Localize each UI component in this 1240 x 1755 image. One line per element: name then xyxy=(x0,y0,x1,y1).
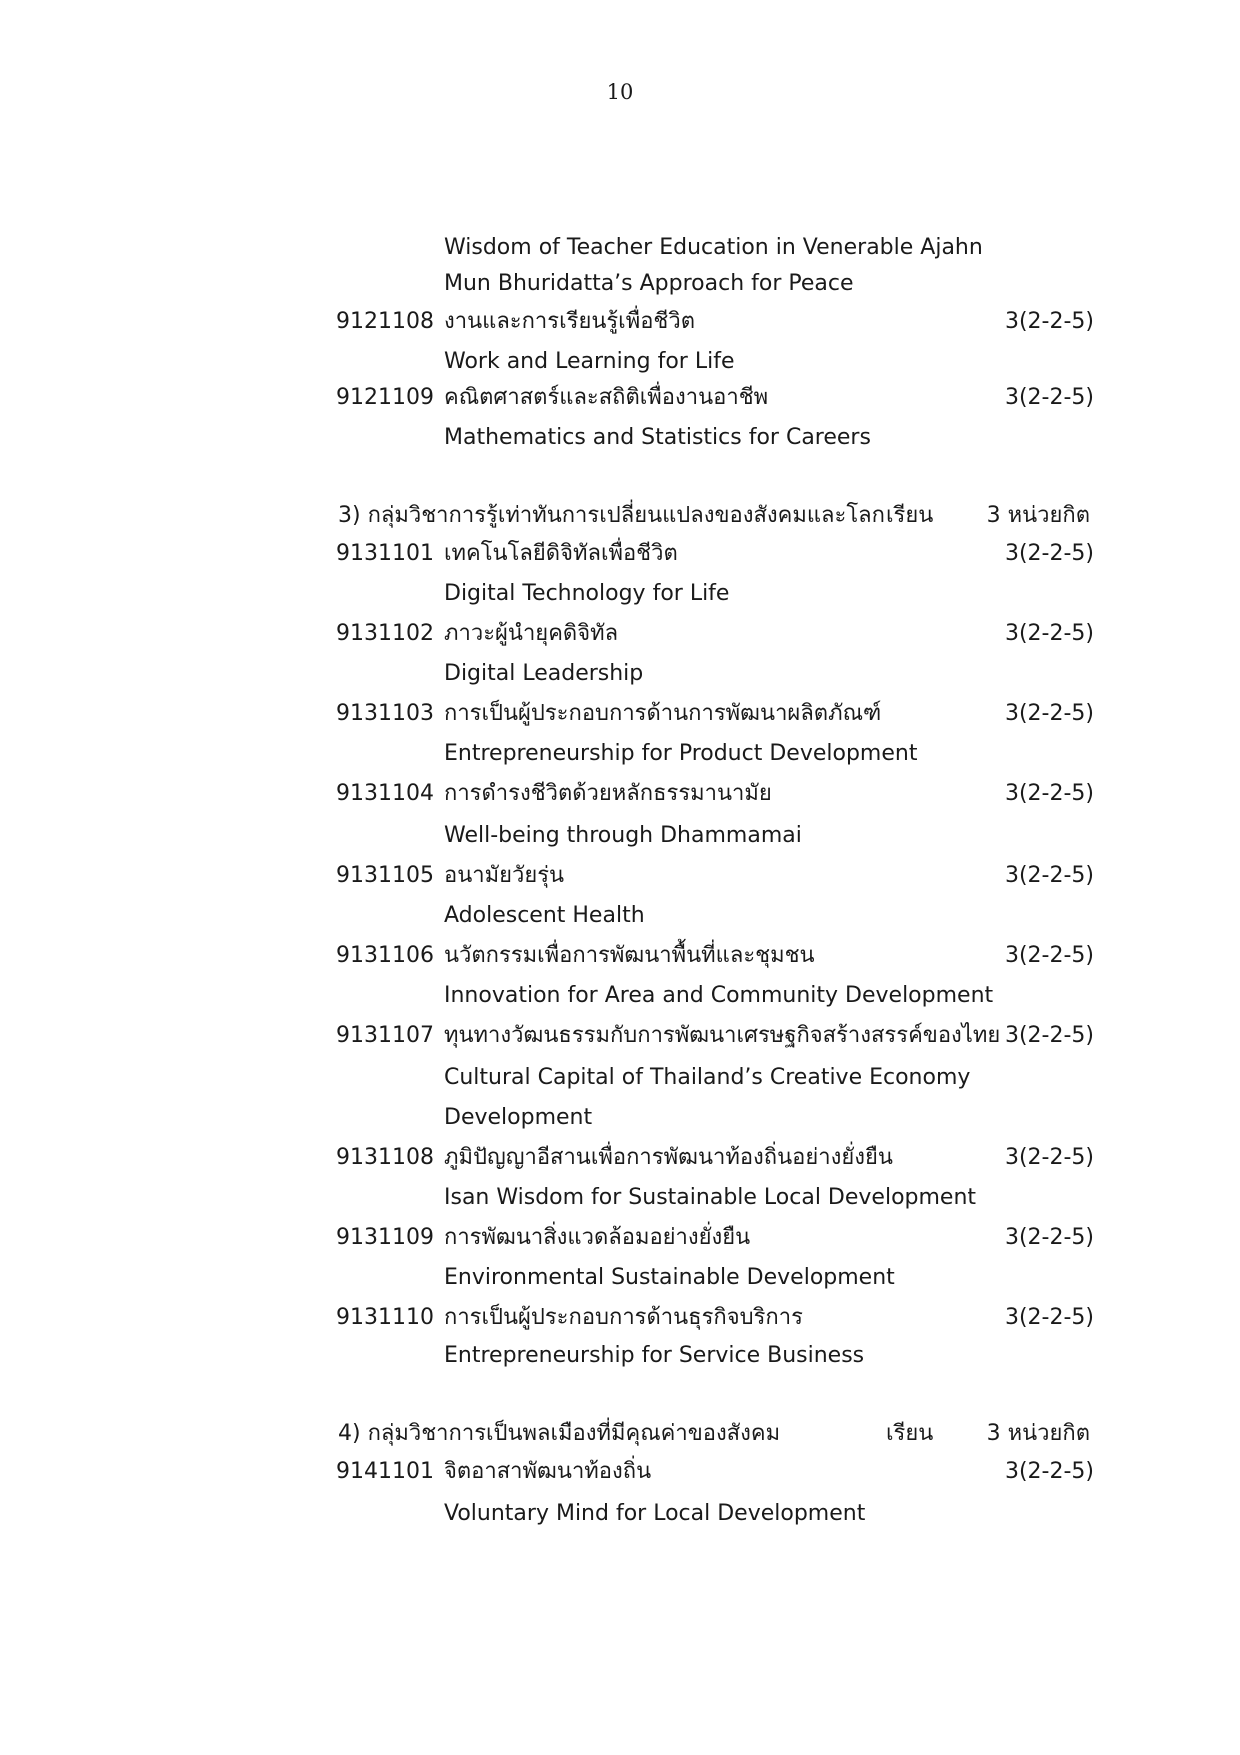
course-english-line: Digital Leadership xyxy=(444,661,644,686)
course-english-line: Environmental Sustainable Development xyxy=(444,1265,895,1290)
course-code: 9131108 xyxy=(336,1145,434,1170)
course-english-line: Digital Technology for Life xyxy=(444,581,730,606)
course-credits: 3(2-2-5) xyxy=(1004,701,1094,726)
group-study-label: เรียน xyxy=(886,1421,934,1446)
course-credits: 3(2-2-5) xyxy=(1004,1145,1094,1170)
course-row xyxy=(0,1218,1240,1258)
course-row xyxy=(0,378,1240,418)
course-row xyxy=(0,302,1240,342)
course-row xyxy=(0,1298,1240,1338)
course-title-thai: การเป็นผู้ประกอบการด้านธุรกิจบริการ xyxy=(444,1305,803,1330)
course-credits: 3(2-2-5) xyxy=(1004,1305,1094,1330)
course-title-thai: การดำรงชีวิตด้วยหลักธรรมานามัย xyxy=(444,781,772,806)
group-heading xyxy=(0,1414,1240,1454)
course-english-line: Mun Bhuridatta’s Approach for Peace xyxy=(444,271,854,296)
course-credits: 3(2-2-5) xyxy=(1004,1459,1094,1484)
course-row xyxy=(0,1016,1240,1056)
course-row xyxy=(0,1138,1240,1178)
course-english-line: Work and Learning for Life xyxy=(444,349,735,374)
course-english-line: Cultural Capital of Thailand’s Creative Economy xyxy=(444,1065,971,1090)
course-credits: 3(2-2-5) xyxy=(1004,1225,1094,1250)
course-row xyxy=(0,694,1240,734)
course-code: 9131105 xyxy=(336,863,434,888)
page-number: 10 xyxy=(606,80,634,104)
course-credits: 3(2-2-5) xyxy=(1004,863,1094,888)
course-english-line: Well-being through Dhammamai xyxy=(444,823,802,848)
group-credits: 3 หน่วยกิต xyxy=(986,503,1090,528)
course-title-thai: นวัตกรรมเพื่อการพัฒนาพื้นที่และชุมชน xyxy=(444,943,815,968)
group-title: 4) กลุ่มวิชาการเป็นพลเมืองที่มีคุณค่าของสังคม xyxy=(338,1421,781,1446)
course-title-thai: อนามัยวัยรุ่น xyxy=(444,863,565,888)
course-title-thai: งานและการเรียนรู้เพื่อชีวิต xyxy=(444,309,695,334)
course-english-line: Adolescent Health xyxy=(444,903,645,928)
group-credits: 3 หน่วยกิต xyxy=(986,1421,1090,1446)
course-title-thai: ภาวะผู้นำยุคดิจิทัล xyxy=(444,621,619,646)
course-credits: 3(2-2-5) xyxy=(1004,541,1094,566)
course-code: 9131101 xyxy=(336,541,434,566)
course-title-thai: จิตอาสาพัฒนาท้องถิ่น xyxy=(444,1459,652,1484)
course-row xyxy=(0,1452,1240,1492)
group-title: 3) กลุ่มวิชาการรู้เท่าทันการเปลี่ยนแปลงของสังคมและโลก xyxy=(338,503,885,528)
course-code: 9121109 xyxy=(336,385,434,410)
course-code: 9131109 xyxy=(336,1225,434,1250)
course-title-thai: ทุนทางวัฒนธรรมกับการพัฒนาเศรษฐกิจสร้างสรรค์ของไทย xyxy=(444,1023,1001,1048)
course-code: 9131106 xyxy=(336,943,434,968)
course-title-thai: คณิตศาสตร์และสถิติเพื่องานอาชีพ xyxy=(444,385,769,410)
course-row xyxy=(0,856,1240,896)
course-code: 9131107 xyxy=(336,1023,434,1048)
course-code: 9131110 xyxy=(336,1305,434,1330)
course-title-thai: การพัฒนาสิ่งแวดล้อมอย่างยั่งยืน xyxy=(444,1225,751,1250)
course-code: 9141101 xyxy=(336,1459,434,1484)
course-credits: 3(2-2-5) xyxy=(1004,1023,1094,1048)
course-english-line: Isan Wisdom for Sustainable Local Development xyxy=(444,1185,977,1210)
course-english-line: Mathematics and Statistics for Careers xyxy=(444,425,871,450)
group-heading xyxy=(0,496,1240,536)
course-title-thai: เทคโนโลยีดิจิทัลเพื่อชีวิต xyxy=(444,541,678,566)
course-english-line: Entrepreneurship for Product Development xyxy=(444,741,918,766)
course-row xyxy=(0,534,1240,574)
course-row xyxy=(0,936,1240,976)
course-title-thai: การเป็นผู้ประกอบการด้านการพัฒนาผลิตภัณฑ์ xyxy=(444,701,882,726)
course-row xyxy=(0,774,1240,814)
course-row xyxy=(0,614,1240,654)
course-english-line: Voluntary Mind for Local Development xyxy=(444,1501,866,1526)
course-credits: 3(2-2-5) xyxy=(1004,943,1094,968)
course-credits: 3(2-2-5) xyxy=(1004,309,1094,334)
group-study-label: เรียน xyxy=(886,503,934,528)
course-english-line: Entrepreneurship for Service Business xyxy=(444,1343,865,1368)
course-code: 9131103 xyxy=(336,701,434,726)
course-credits: 3(2-2-5) xyxy=(1004,385,1094,410)
course-code: 9131104 xyxy=(336,781,434,806)
course-english-line: Wisdom of Teacher Education in Venerable Ajahn xyxy=(444,235,983,260)
course-english-line: Development xyxy=(444,1105,593,1130)
course-credits: 3(2-2-5) xyxy=(1004,781,1094,806)
course-code: 9121108 xyxy=(336,309,434,334)
course-title-thai: ภูมิปัญญาอีสานเพื่อการพัฒนาท้องถิ่นอย่างยั่งยืน xyxy=(444,1145,893,1170)
course-credits: 3(2-2-5) xyxy=(1004,621,1094,646)
course-english-line: Innovation for Area and Community Development xyxy=(444,983,994,1008)
course-code: 9131102 xyxy=(336,621,434,646)
